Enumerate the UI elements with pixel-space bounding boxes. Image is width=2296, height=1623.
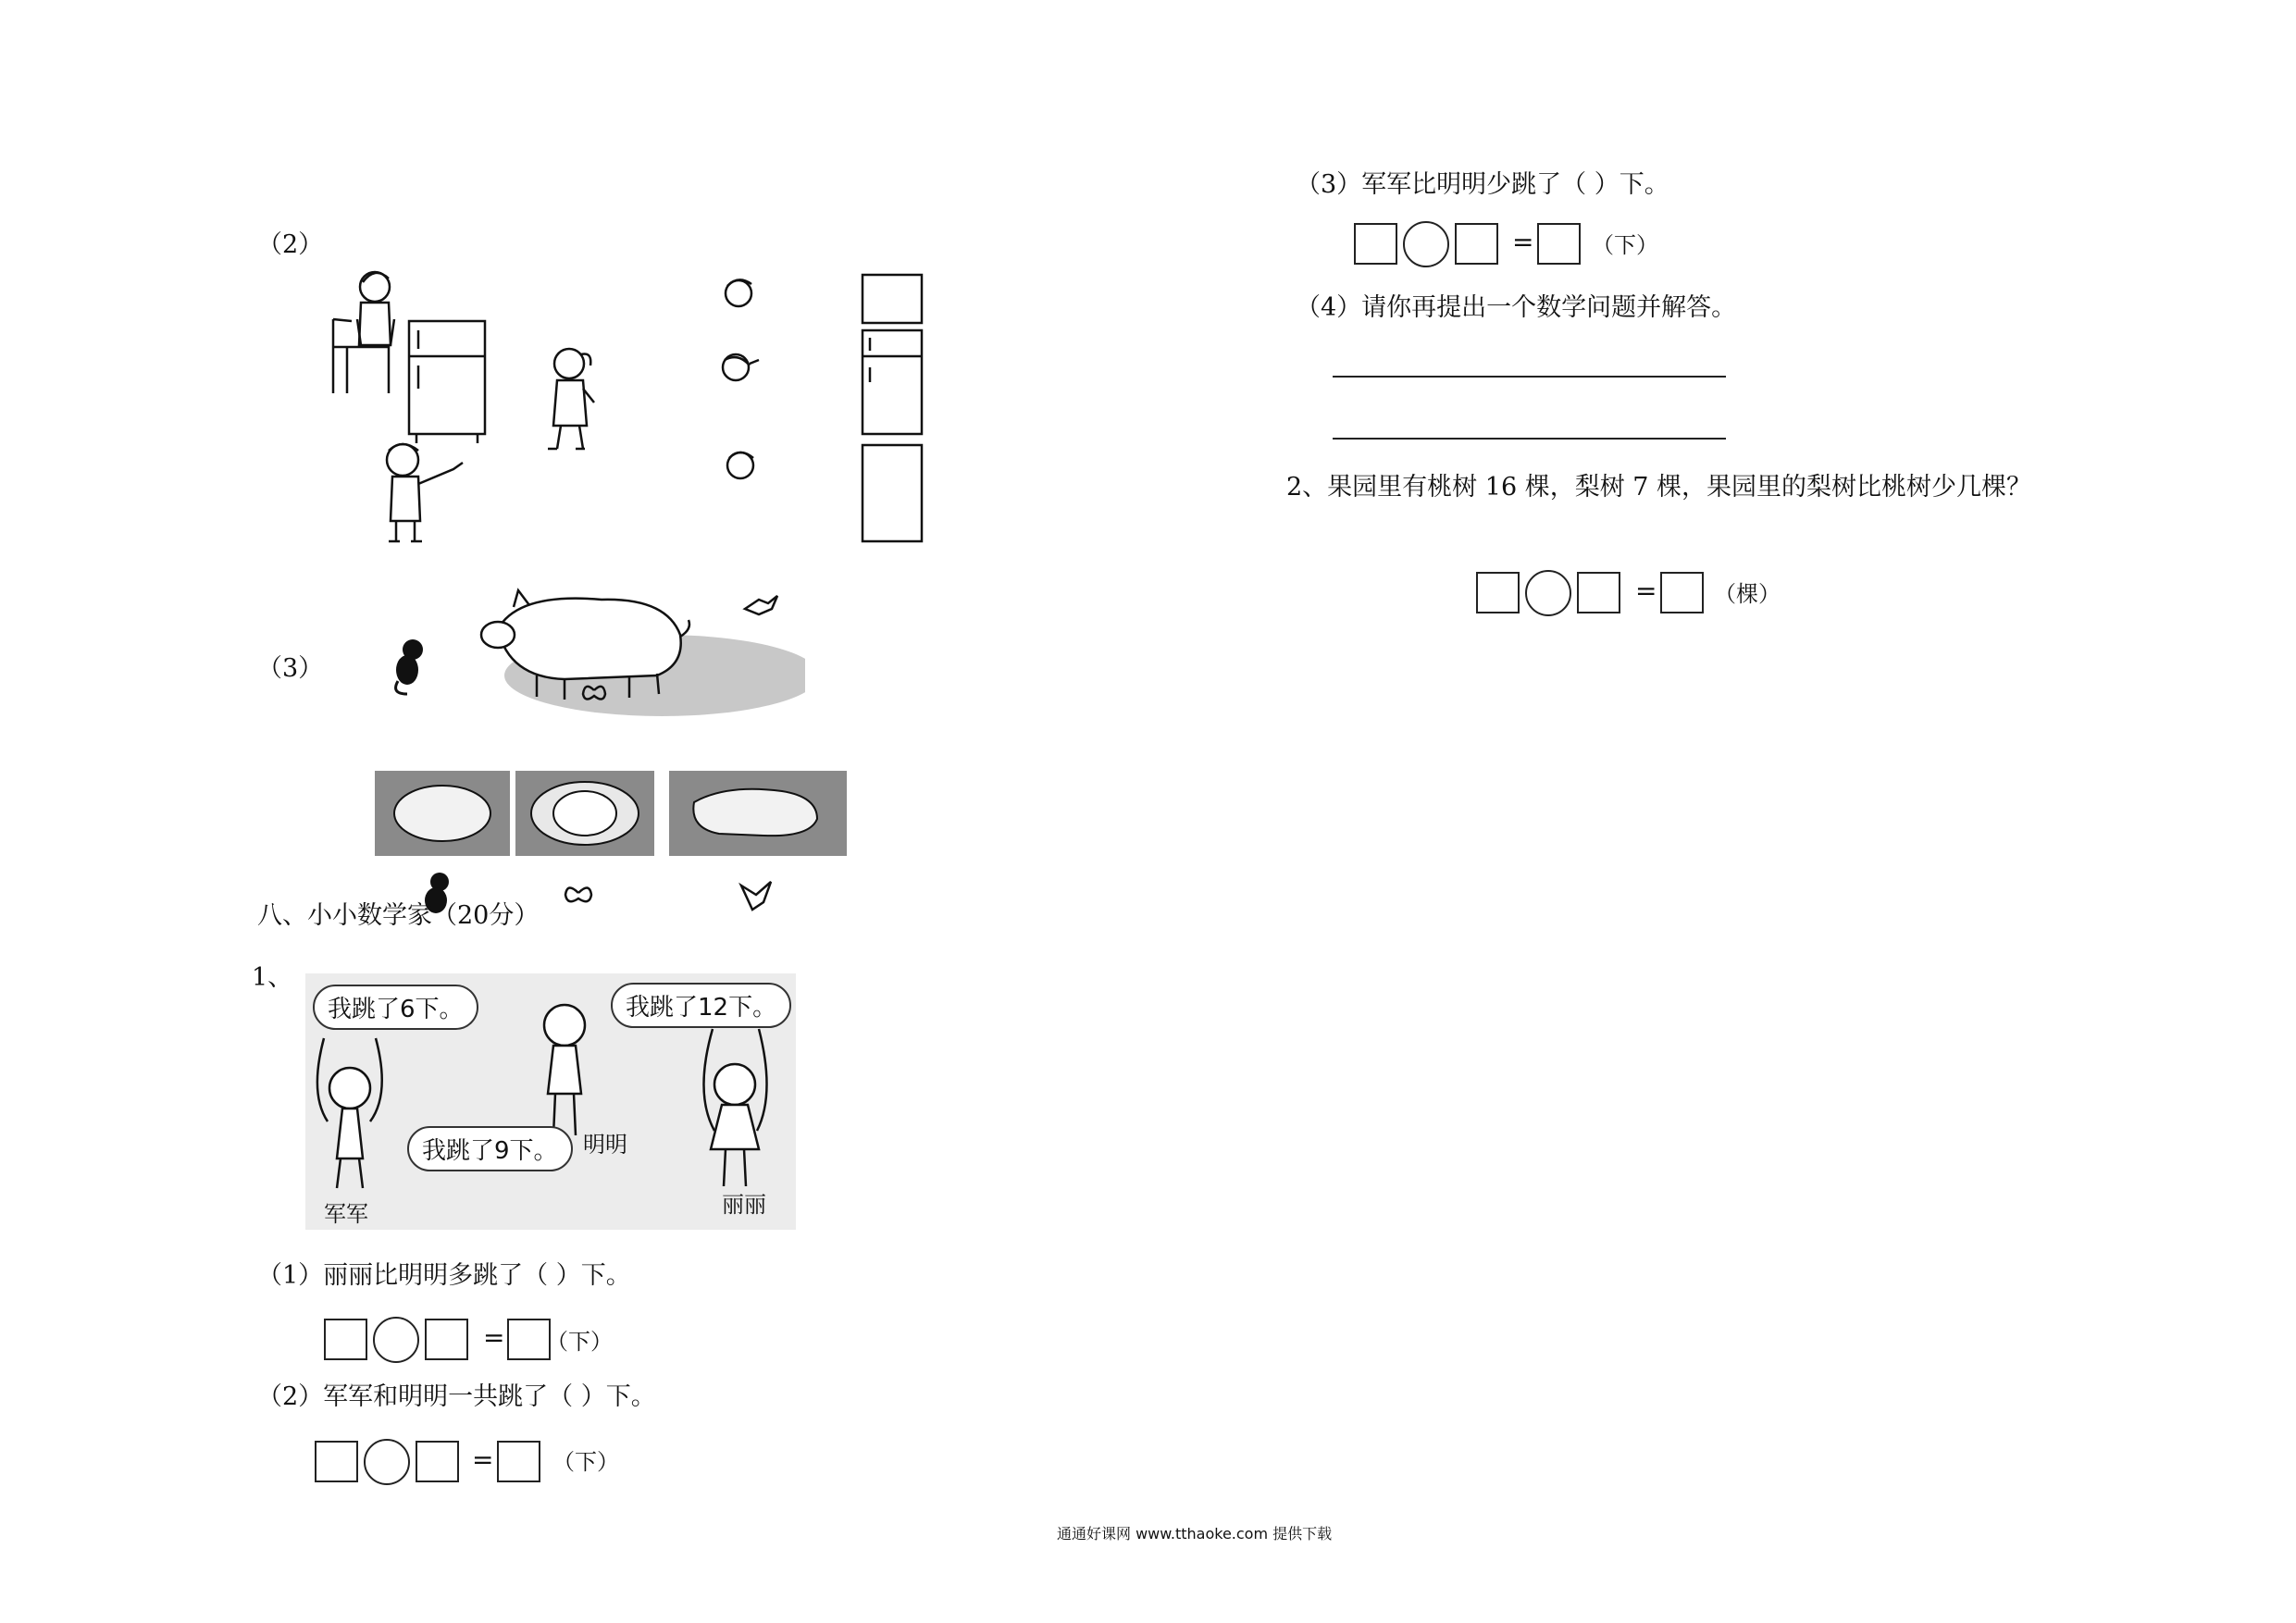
operator-circle[interactable]	[364, 1439, 410, 1485]
pig-scene-illustration	[379, 572, 805, 720]
answer-box[interactable]	[507, 1319, 551, 1360]
unit-label: （下）	[546, 1329, 613, 1355]
answer-box[interactable]	[497, 1441, 540, 1482]
name-mingming: 明明	[583, 1132, 627, 1158]
question-1-2: （2）军军和明明一共跳了（ ）下。	[257, 1382, 656, 1411]
answer-box[interactable]	[1660, 572, 1704, 613]
jump-rope-scene	[305, 973, 796, 1230]
answer-line[interactable]	[1333, 438, 1726, 440]
answer-box[interactable]	[315, 1441, 358, 1482]
answer-box[interactable]	[1354, 223, 1397, 265]
name-lili: 丽丽	[722, 1192, 766, 1218]
question-1-1: （1）丽丽比明明多跳了（ ）下。	[257, 1261, 631, 1290]
food-pictures-row	[375, 771, 847, 863]
answer-box[interactable]	[1476, 572, 1520, 613]
equals-sign: =	[1635, 576, 1657, 606]
section-8-title: 八、小小数学家（20分）	[257, 901, 540, 930]
question-1-label: 1、	[252, 963, 293, 992]
speech-bubble-mingming: 我跳了9下。	[407, 1126, 573, 1171]
item-3-label: （3）	[257, 654, 324, 683]
unit-label: （下）	[552, 1449, 619, 1475]
question-1-3: （3）军军比明明少跳了（ ）下。	[1296, 170, 1669, 199]
answer-box[interactable]	[1455, 223, 1498, 265]
answer-line[interactable]	[1333, 376, 1726, 378]
answer-box[interactable]	[324, 1319, 367, 1360]
height-comparison-illustration	[315, 264, 944, 551]
speech-bubble-junjun: 我跳了6下。	[313, 985, 478, 1030]
operator-circle[interactable]	[1403, 221, 1449, 267]
speech-bubble-lili: 我跳了12下。	[611, 983, 791, 1028]
equals-sign: =	[1512, 227, 1534, 257]
unit-label: （棵）	[1714, 581, 1781, 607]
operator-circle[interactable]	[373, 1317, 419, 1363]
answer-box[interactable]	[1577, 572, 1620, 613]
question-2: 2、果园里有桃树 16 棵，梨树 7 棵，果园里的梨树比桃树少几棵？	[1286, 473, 2032, 502]
answer-box[interactable]	[425, 1319, 468, 1360]
question-1-4: （4）请你再提出一个数学问题并解答。	[1296, 293, 1737, 322]
answer-box[interactable]	[1537, 223, 1581, 265]
unit-label: （下）	[1592, 232, 1658, 258]
name-junjun: 军军	[324, 1201, 368, 1227]
answer-box[interactable]	[416, 1441, 459, 1482]
operator-circle[interactable]	[1525, 570, 1571, 616]
equals-sign: =	[472, 1444, 494, 1475]
equals-sign: =	[483, 1322, 505, 1353]
item-2-label: （2）	[257, 230, 324, 259]
page-footer: 通通好课网 www.tthaoke.com 提供下载	[1057, 1525, 1333, 1542]
